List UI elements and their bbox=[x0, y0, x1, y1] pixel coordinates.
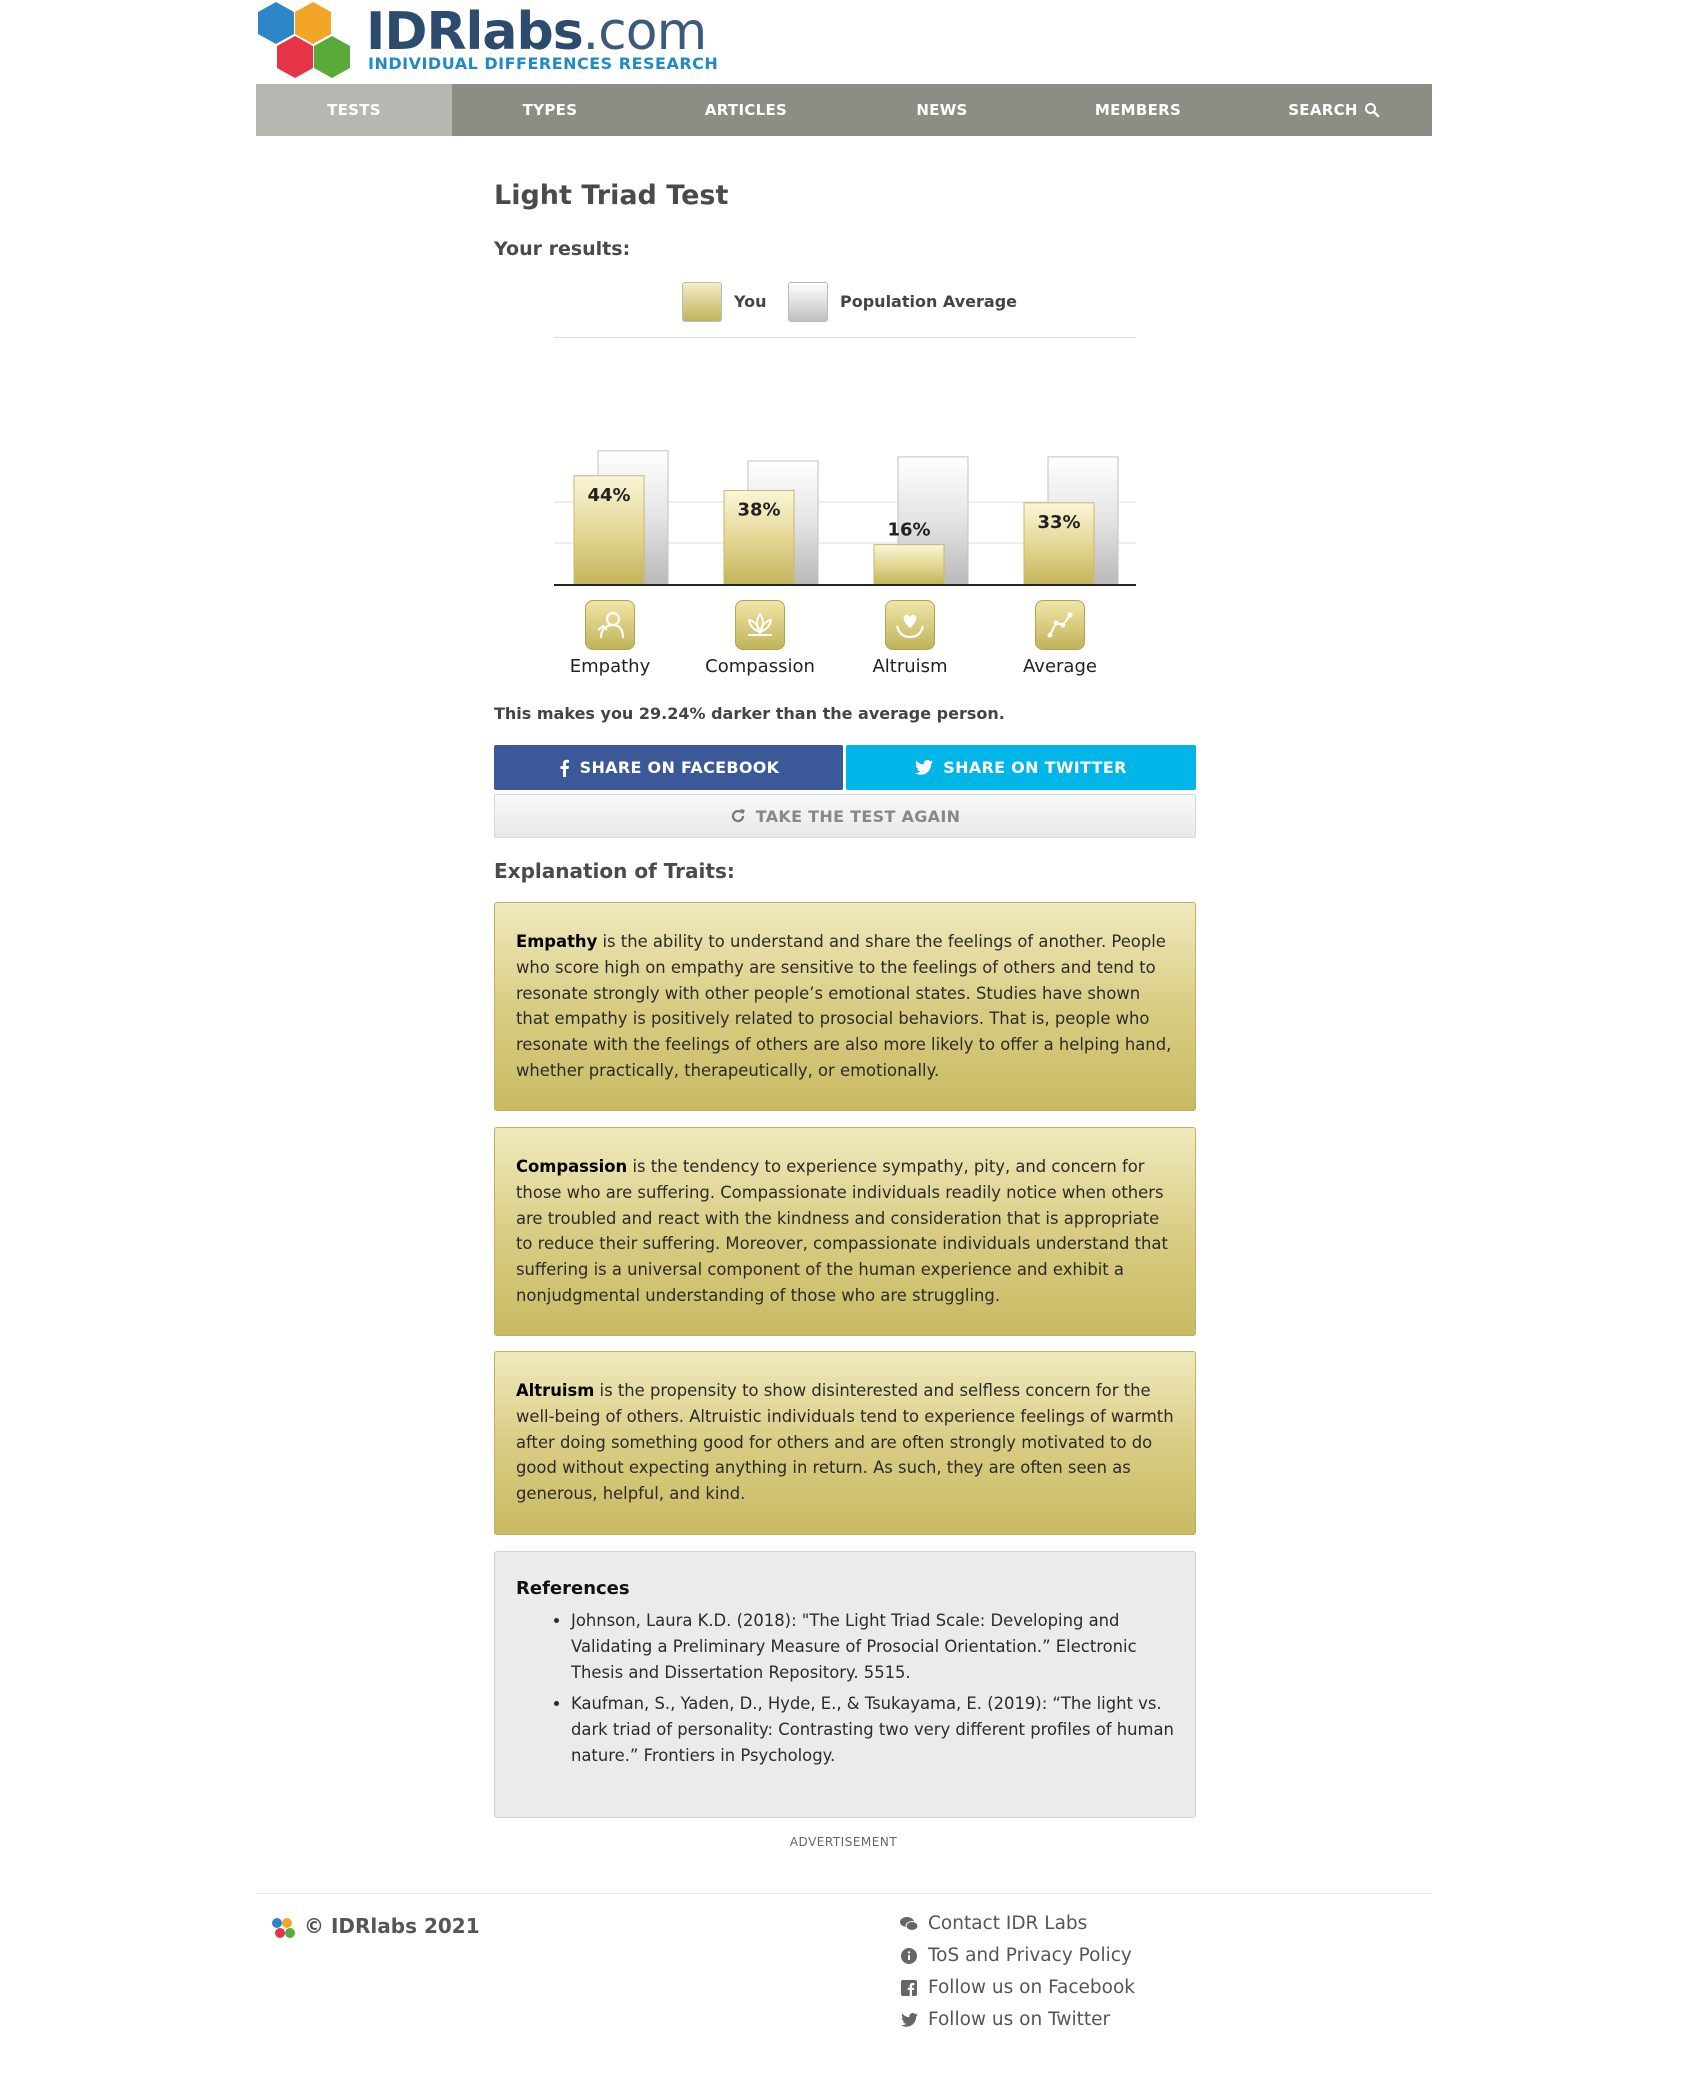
bar-value-label: 33% bbox=[1037, 511, 1081, 533]
main-nav bbox=[256, 84, 1432, 136]
footer-divider bbox=[256, 1893, 1432, 1894]
footer-copyright: © IDRlabs 2021 bbox=[304, 1914, 480, 1938]
results-heading: Your results: bbox=[494, 238, 631, 260]
nav-news[interactable]: NEWS bbox=[916, 101, 968, 119]
footer-link-contact[interactable]: Contact IDR Labs bbox=[900, 1913, 1087, 1934]
legend-divider bbox=[554, 337, 1136, 338]
footer-logo-icon bbox=[270, 1916, 296, 1942]
trait-card-empathy bbox=[494, 902, 1196, 1111]
trait-label-empathy: Empathy bbox=[569, 656, 651, 677]
nav-types[interactable]: TYPES bbox=[522, 101, 578, 119]
legend-label-you: You bbox=[734, 292, 767, 311]
comments-icon bbox=[900, 1915, 918, 1933]
twitter-icon bbox=[900, 2011, 918, 2029]
facebook-icon bbox=[900, 1979, 918, 1997]
refresh-icon bbox=[730, 808, 746, 824]
references-box bbox=[494, 1551, 1196, 1818]
trait-icon-wrap-compassion bbox=[735, 600, 785, 650]
footer-link-tos[interactable]: ToS and Privacy Policy bbox=[900, 1945, 1132, 1966]
site-tagline: INDIVIDUAL DIFFERENCES RESEARCH bbox=[368, 54, 719, 73]
trait-name: Altruism bbox=[516, 1381, 595, 1400]
share-facebook-button[interactable]: SHARE ON FACEBOOK bbox=[494, 745, 843, 790]
bar-value-label: 44% bbox=[587, 484, 631, 506]
explanation-heading: Explanation of Traits: bbox=[494, 859, 735, 883]
compassion-icon bbox=[735, 600, 785, 650]
info-icon bbox=[900, 1947, 918, 1965]
bar-value-label: 38% bbox=[737, 499, 781, 521]
nav-members[interactable]: MEMBERS bbox=[1094, 101, 1182, 119]
take-test-again-button[interactable]: TAKE THE TEST AGAIN bbox=[494, 794, 1196, 838]
trait-label-altruism: Altruism bbox=[872, 656, 948, 677]
trait-label-compassion: Compassion bbox=[705, 656, 815, 677]
footer-link-twitter[interactable]: Follow us on Twitter bbox=[900, 2009, 1110, 2030]
logo-hexagons-icon[interactable] bbox=[256, 0, 366, 82]
twitter-icon bbox=[915, 760, 933, 775]
trait-card-compassion bbox=[494, 1127, 1196, 1336]
average-icon bbox=[1035, 600, 1085, 650]
results-bar-chart bbox=[554, 410, 1136, 586]
search-icon bbox=[1364, 102, 1380, 118]
nav-search[interactable]: SEARCH bbox=[1236, 84, 1432, 136]
trait-icon-wrap-altruism bbox=[885, 600, 935, 650]
site-logo-wordmark[interactable]: IDRlabs.com bbox=[366, 2, 707, 62]
facebook-icon bbox=[558, 759, 570, 777]
reference-item: • Kaufman, S., Yaden, D., Hyde, E., & Tsukayama, E. (2019): “The light vs. dark triad of personality: Contrasting two very different profiles of human nature.” Frontiers in Psychology. bbox=[571, 1691, 1191, 1768]
legend-swatch-population bbox=[788, 282, 828, 322]
trait-icon-wrap-average bbox=[1035, 600, 1085, 650]
trait-card-altruism bbox=[494, 1351, 1196, 1535]
legend-swatch-you bbox=[682, 282, 722, 322]
bar-value-label: 16% bbox=[887, 519, 931, 541]
legend-label-population: Population Average bbox=[840, 292, 1018, 311]
trait-description: is the ability to understand and share the feelings of another. People who score high on empathy are sensitive to the feelings of others and tend to resonate strongly with other people’s emotional states. Studies have shown that empathy is positively related to prosocial behaviors. That is, people who resonate with the feelings of others are also more likely to offer a helping hand, whether practically, therapeutically, or emotionally. bbox=[516, 932, 1172, 1080]
reference-item: • Johnson, Laura K.D. (2018): "The Light Triad Scale: Developing and Validating a Preliminary Measure of Prosocial Orientation.” Electronic Thesis and Dissertation Repository. 5515. bbox=[571, 1608, 1191, 1685]
advertisement-label: ADVERTISEMENT bbox=[789, 1835, 898, 1849]
footer-link-facebook[interactable]: Follow us on Facebook bbox=[900, 1977, 1135, 1998]
bar-you-altruism bbox=[874, 545, 944, 584]
page-title: Light Triad Test bbox=[494, 180, 729, 211]
empathy-icon bbox=[585, 600, 635, 650]
references-heading: References bbox=[516, 1578, 630, 1599]
share-twitter-button[interactable]: SHARE ON TWITTER bbox=[846, 745, 1196, 790]
trait-description: is the tendency to experience sympathy, pity, and concern for those who are suffering. Compassionate individuals readily notice when others are troubled and react with the kindness and consideration that is appropriate to reduce their suffering. Moreover, compassionate individuals understand that suffering is a universal component of the human experience and exhibit a nonjudgmental understanding of those who are struggling. bbox=[516, 1157, 1168, 1305]
darkness-summary: This makes you 29.24% darker than the average person. bbox=[494, 704, 1005, 723]
altruism-icon bbox=[885, 600, 935, 650]
trait-icon-wrap-empathy bbox=[585, 600, 635, 650]
trait-name: Empathy bbox=[516, 932, 598, 951]
trait-name: Compassion bbox=[516, 1157, 628, 1176]
trait-description: is the propensity to show disinterested and selfless concern for the well-being of others. Altruistic individuals tend to experience feelings of warmth after doing something good for others and are often strongly motivated to do good without expecting anything in return. As such, they are often seen as generous, helpful, and kind. bbox=[516, 1381, 1174, 1504]
nav-articles[interactable]: ARTICLES bbox=[704, 101, 788, 119]
trait-label-average: Average bbox=[1023, 656, 1097, 677]
nav-tests[interactable]: TESTS bbox=[256, 84, 452, 136]
references-list bbox=[549, 1608, 1191, 1775]
